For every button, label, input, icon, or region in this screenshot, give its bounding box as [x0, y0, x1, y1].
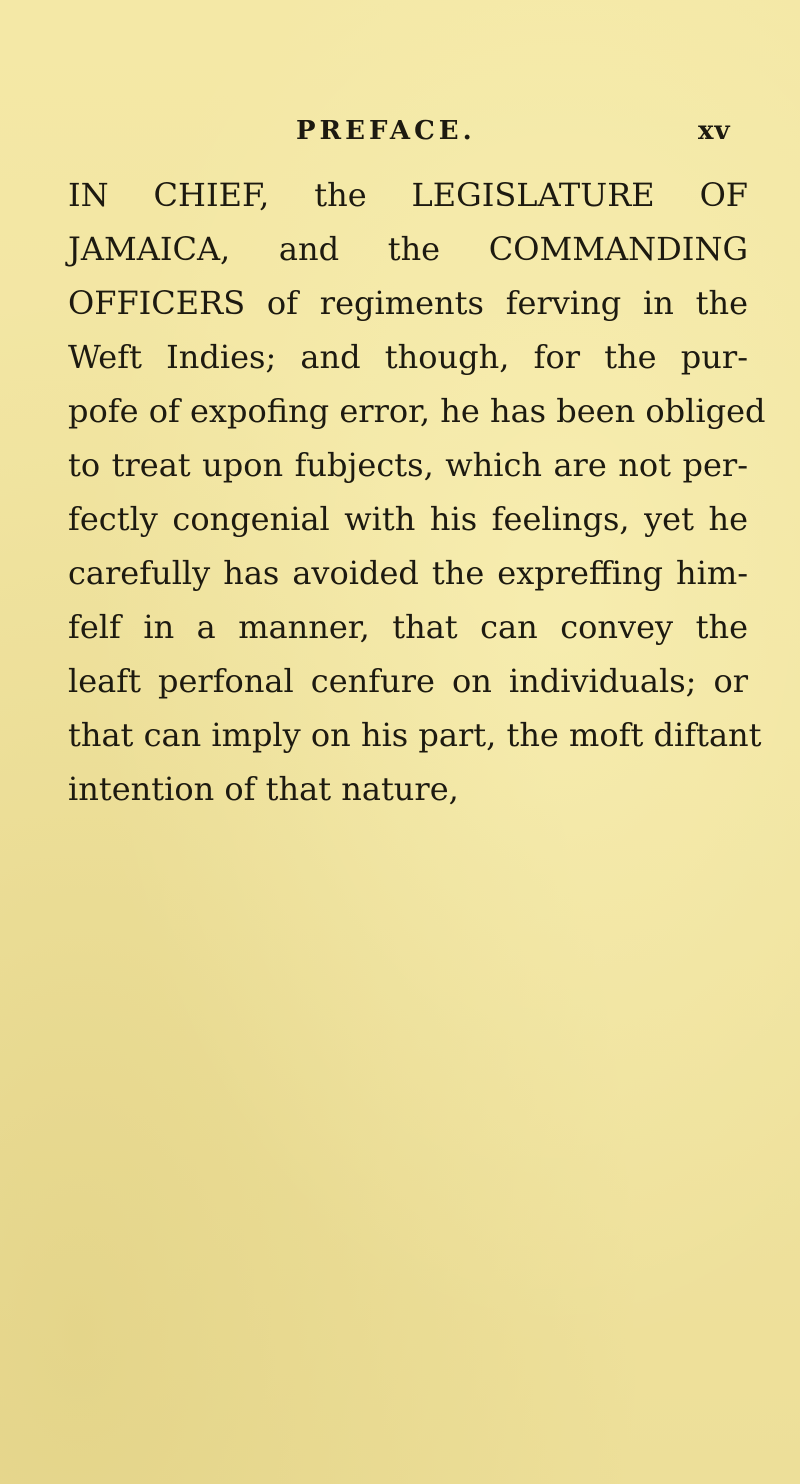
- body-text: [68, 168, 766, 816]
- running-head-title: PREFACE.: [296, 116, 476, 146]
- text-line: fectly congenial with his feelings, yet he: [68, 500, 748, 538]
- text-line: to treat upon fubjects, which are not per-: [68, 446, 748, 484]
- text-line: Weft Indies; and though, for the pur-: [68, 338, 748, 376]
- text-line: intention of that nature,: [68, 770, 459, 808]
- text-line: OFFICERS of regiments ferving in the: [68, 284, 748, 322]
- text-line: leaft perfonal cenfure on individuals; or: [68, 662, 748, 700]
- text-line: pofe of expofing error, he has been obliged: [68, 392, 766, 430]
- text-line: IN CHIEF, the LEGISLATURE OF: [68, 176, 748, 214]
- page-number: xv: [698, 116, 731, 146]
- text-line: JAMAICA, and the COMMANDING: [68, 230, 748, 268]
- text-line: carefully has avoided the expreffing him-: [68, 554, 748, 592]
- running-head: [0, 112, 800, 152]
- text-line: felf in a manner, that can convey the: [68, 608, 748, 646]
- text-line: that can imply on his part, the moft diftant: [68, 716, 762, 754]
